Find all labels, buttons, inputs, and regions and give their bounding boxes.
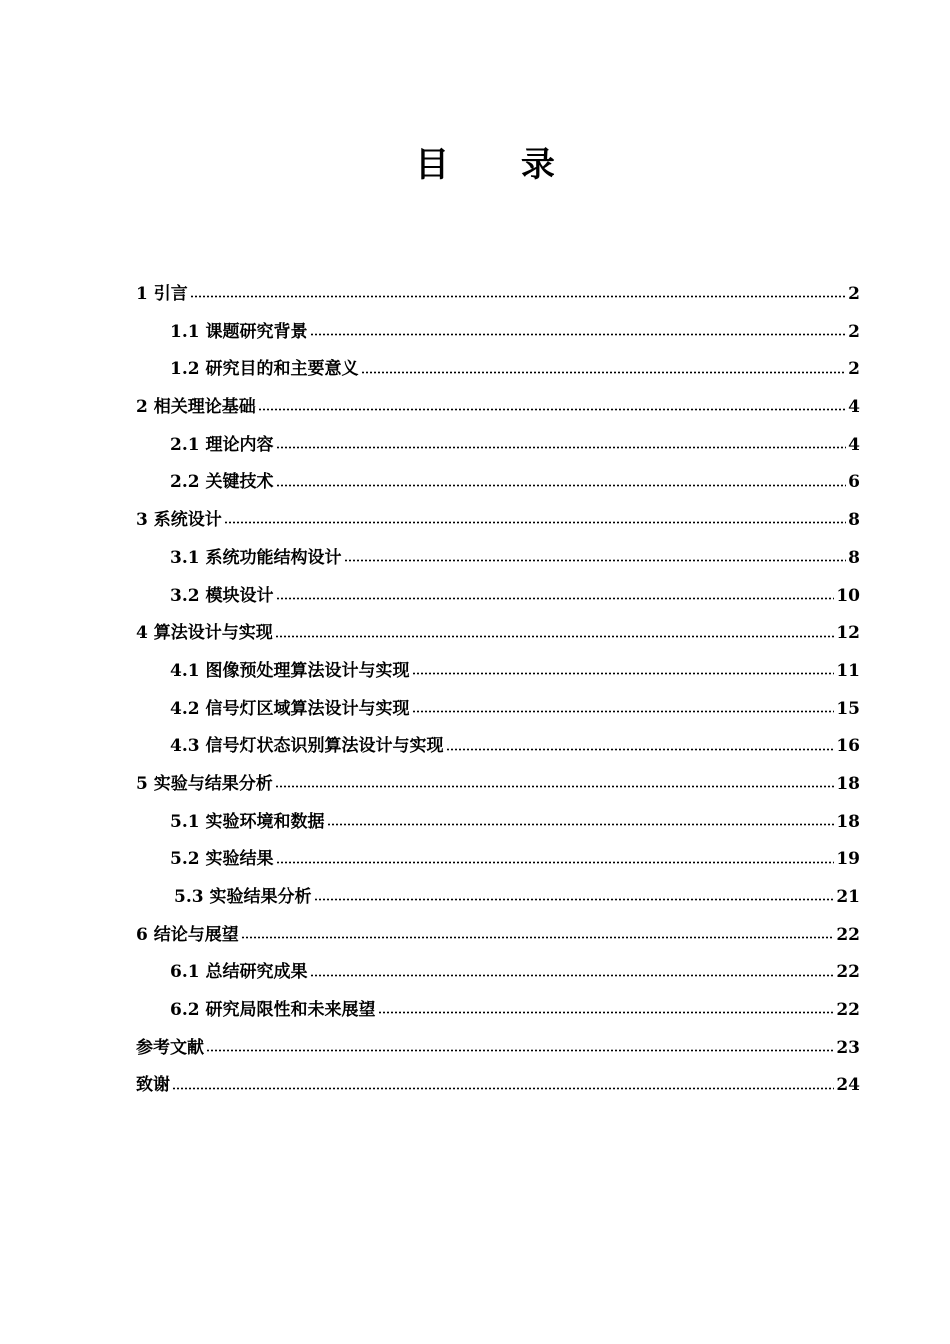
toc-entry-5-2[interactable] [136,841,860,879]
toc-entry-page: 22 [836,924,860,945]
toc-entry-page: 4 [848,434,860,455]
toc-entry-1[interactable] [136,276,860,314]
toc-entry-label: 3.2 模块设计 [170,585,274,606]
toc-entry-label: 4 算法设计与实现 [136,623,273,644]
toc-entry-4-2[interactable] [136,691,860,729]
dot-leader [446,748,835,751]
dot-leader [190,295,846,298]
dot-leader [276,597,835,600]
dot-leader [361,371,847,374]
toc-entry-page: 10 [836,585,860,606]
toc-entry-label: 6 结论与展望 [136,924,239,945]
toc-entry-page: 8 [848,510,860,531]
dot-leader [412,672,835,675]
dot-leader [412,710,835,713]
toc-entry-page: 11 [836,660,860,681]
toc-entry-page: 8 [848,547,860,568]
toc-entry-page: 18 [836,773,860,794]
dot-leader [276,446,847,449]
toc-entry-page: 2 [848,284,860,304]
toc-entry-6-2[interactable] [136,992,860,1030]
toc-entry-label: 2 相关理论基础 [136,397,256,418]
toc-entry-label: 1.2 研究目的和主要意义 [170,359,359,380]
toc-entry-5-3[interactable] [136,879,860,917]
toc-entry-references[interactable] [136,1030,860,1068]
toc-entry-page: 4 [848,397,860,418]
toc-entry-page: 19 [836,849,860,870]
dot-leader [258,408,846,411]
toc-entry-1-2[interactable] [136,351,860,389]
toc-entry-page: 16 [836,736,860,757]
toc-entry-page: 2 [848,359,860,380]
toc-entry-label: 参考文献 [136,1037,204,1058]
toc-entry-page: 6 [848,472,860,493]
toc-entry-1-1[interactable] [136,314,860,352]
toc-entry-2[interactable] [136,389,860,427]
toc-entry-label: 4.2 信号灯区域算法设计与实现 [170,698,410,719]
dot-leader [276,861,835,864]
toc-entry-4[interactable] [136,615,860,653]
toc-entry-5-1[interactable] [136,804,860,842]
toc-entry-page: 21 [836,887,860,907]
dot-leader [206,1049,834,1052]
toc-entry-label: 致谢 [136,1075,170,1096]
toc-entry-label: 6.1 总结研究成果 [170,962,308,983]
toc-entry-label: 4.3 信号灯状态识别算法设计与实现 [170,736,444,757]
toc-entry-page: 23 [836,1037,860,1058]
toc-entry-page: 15 [836,698,860,719]
toc-entry-3-1[interactable] [136,540,860,578]
toc-entry-label: 5 实验与结果分析 [136,773,273,794]
dot-leader [310,974,835,977]
toc-entry-5[interactable] [136,766,860,804]
toc-entry-3[interactable] [136,502,860,540]
toc-entry-6-1[interactable] [136,954,860,992]
toc-entry-3-2[interactable] [136,578,860,616]
dot-leader [224,521,846,524]
dot-leader [310,333,847,336]
toc-entry-4-3[interactable] [136,728,860,766]
toc-entry-page: 22 [836,1000,860,1021]
toc-entry-6[interactable] [136,917,860,955]
toc-entry-label: 1.1 课题研究背景 [170,321,308,342]
toc-entry-page: 22 [836,962,860,983]
dot-leader [241,936,835,939]
dot-leader [276,484,847,487]
dot-leader [172,1087,834,1090]
toc-entry-label: 3 系统设计 [136,510,222,531]
toc-entry-2-1[interactable] [136,427,860,465]
toc-entry-4-1[interactable] [136,653,860,691]
toc-entry-label: 4.1 图像预处理算法设计与实现 [170,660,410,681]
table-of-contents [136,276,860,1105]
toc-entry-acknowledgements[interactable] [136,1067,860,1105]
toc-entry-page: 2 [848,321,860,342]
dot-leader [378,1011,835,1014]
toc-entry-label: 6.2 研究局限性和未来展望 [170,1000,376,1021]
toc-entry-label: 2.2 关键技术 [170,472,274,493]
toc-entry-2-2[interactable] [136,464,860,502]
toc-entry-label: 2.1 理论内容 [170,434,274,455]
toc-entry-page: 12 [836,623,860,644]
toc-entry-label: 5.2 实验结果 [170,849,274,870]
toc-entry-page: 18 [836,811,860,832]
toc-entry-label: 3.1 系统功能结构设计 [170,547,342,568]
dot-leader [344,559,847,562]
dot-leader [314,898,835,901]
page-title: 目 录 [415,145,585,185]
dot-leader [275,785,835,788]
dot-leader [275,635,835,638]
toc-entry-label: 5.3 实验结果分析 [174,887,312,907]
toc-entry-page: 24 [836,1075,860,1096]
dot-leader [327,823,835,826]
toc-entry-label: 1 引言 [136,284,188,304]
toc-entry-label: 5.1 实验环境和数据 [170,811,325,832]
